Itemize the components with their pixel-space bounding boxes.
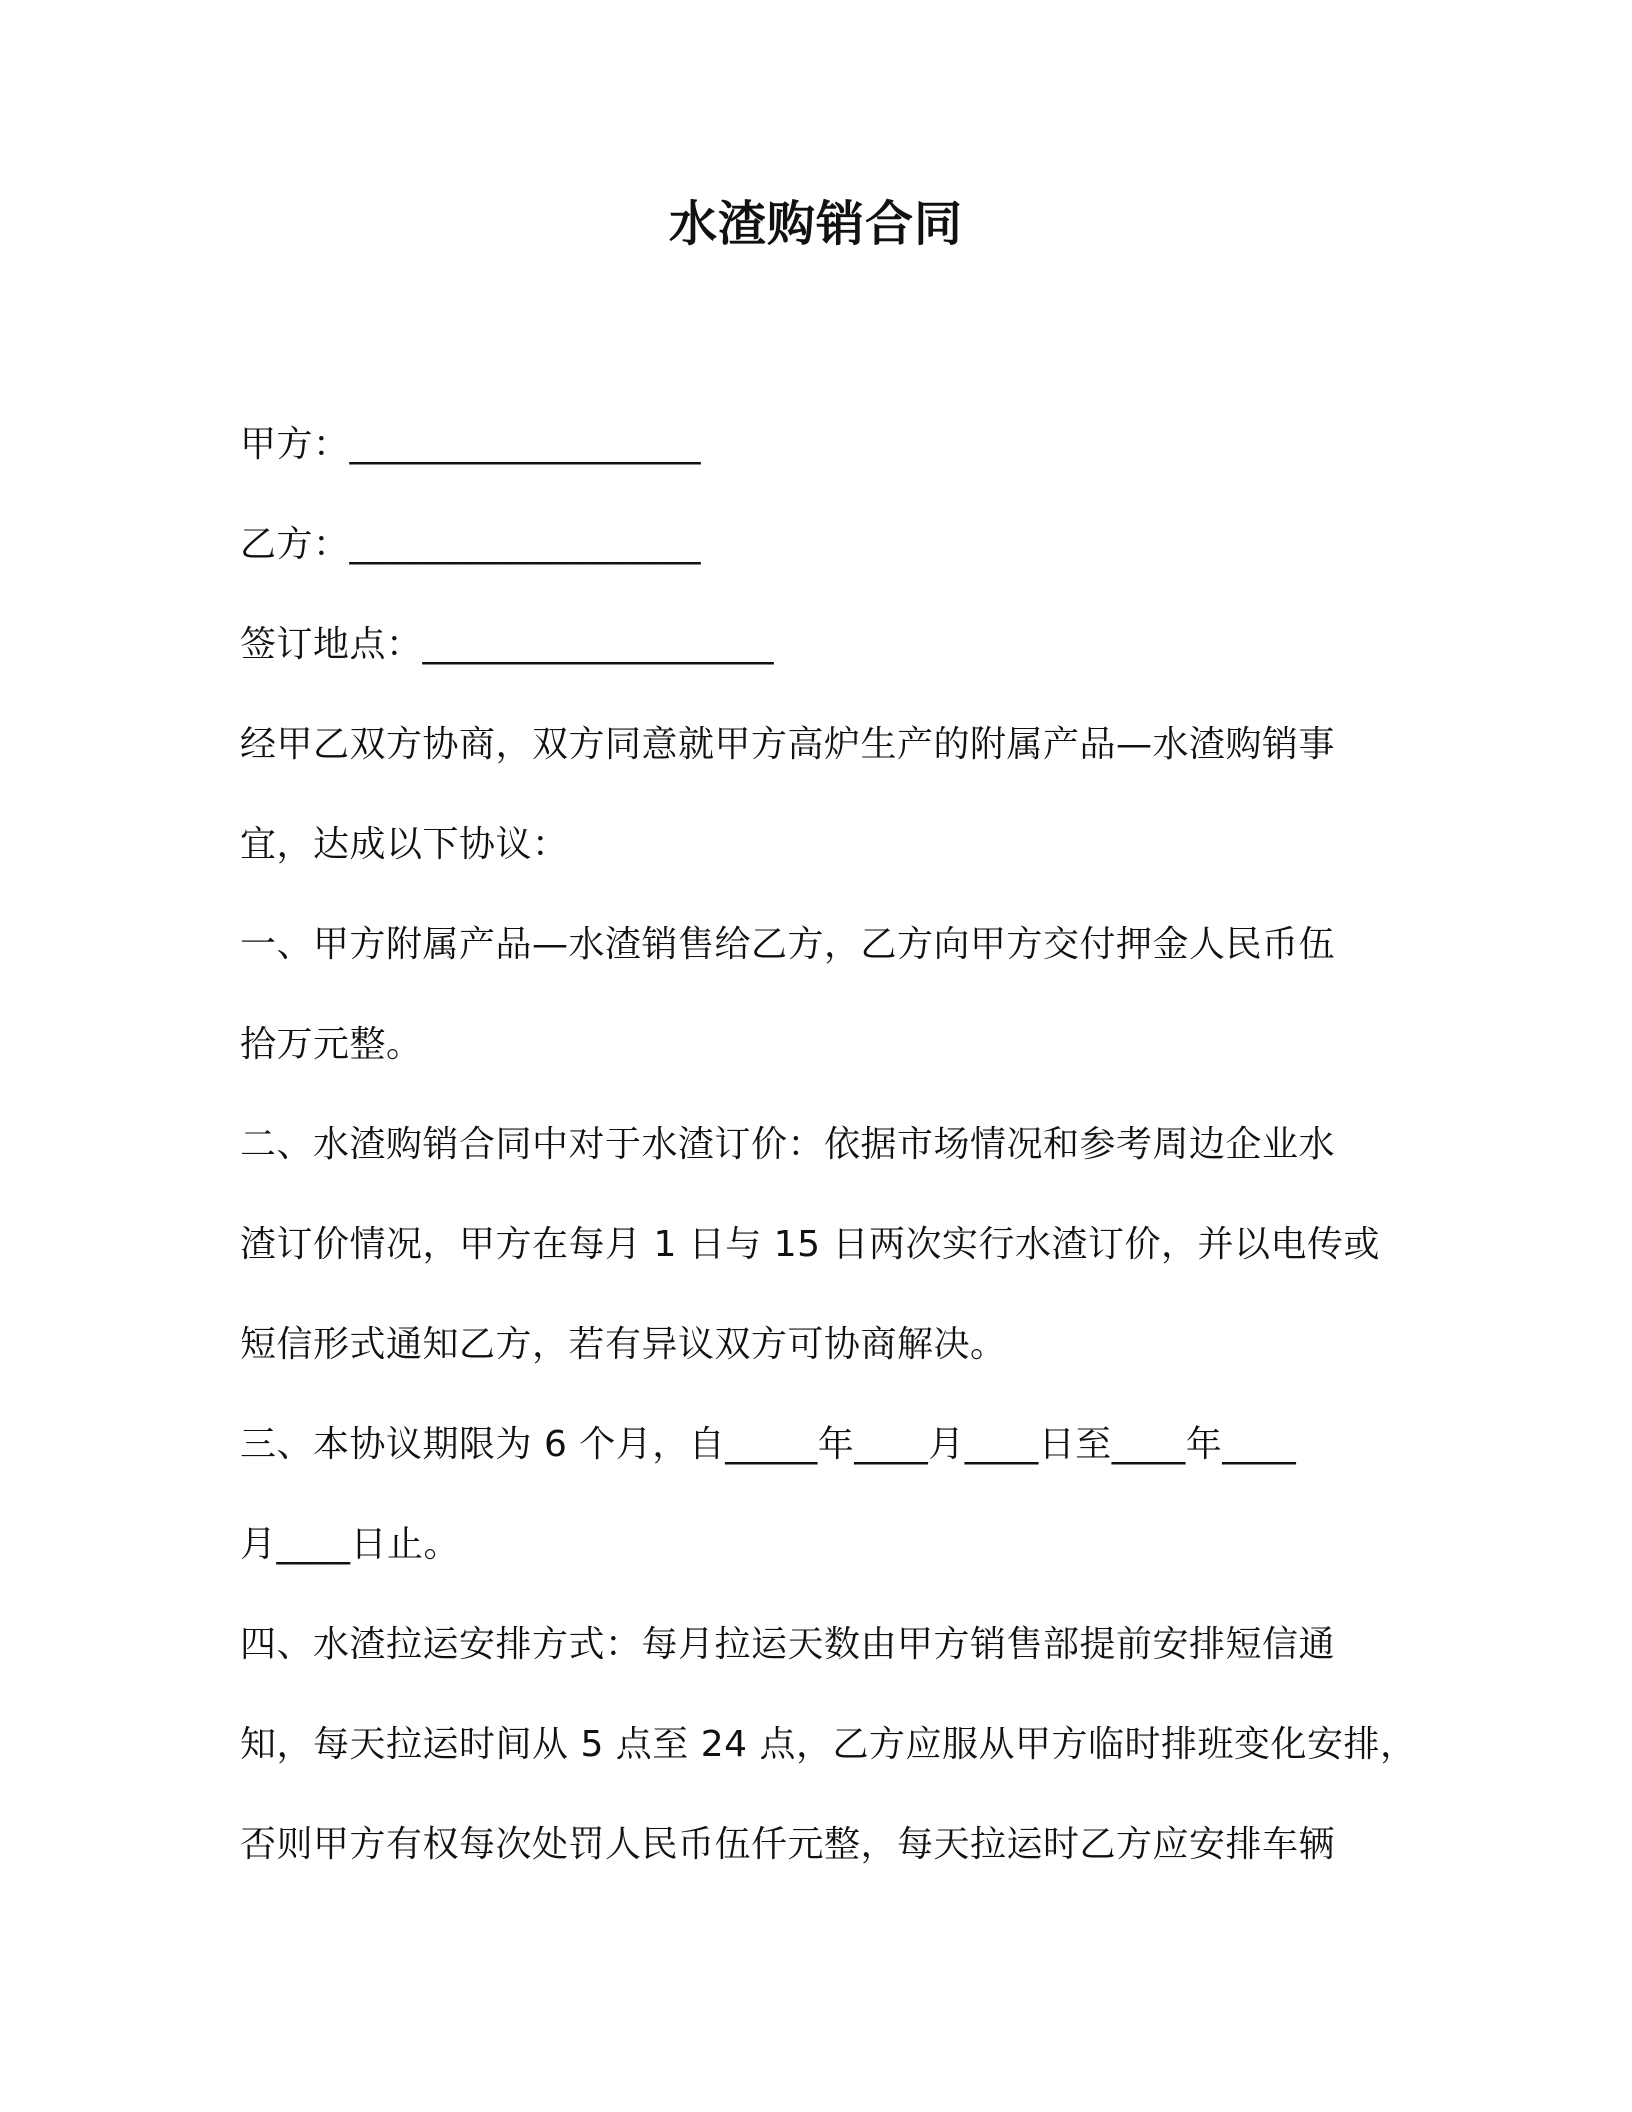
clause-4-line: 知，每天拉运时间从 5 点至 24 点，乙方应服从甲方临时排班变化安排，: [240, 1724, 1417, 1765]
body-line: 经甲乙双方协商，双方同意就甲方高炉生产的附属产品—水渣购销事: [240, 724, 1336, 765]
clause-4-line: 四、水渣拉运安排方式：每月拉运天数由甲方销售部提前安排短信通: [240, 1624, 1336, 1665]
clause-1-line: 一、甲方附属产品—水渣销售给乙方，乙方向甲方交付押金人民币伍: [240, 924, 1336, 965]
party-b-line: 乙方：___________________: [240, 524, 702, 565]
document-title: 水渣购销合同: [668, 196, 963, 252]
clause-3-line: 三、本协议期限为 6 个月，自_____年____月____日至____年____: [240, 1424, 1297, 1465]
clause-2-line: 短信形式通知乙方，若有异议双方可协商解决。: [240, 1324, 1007, 1365]
clause-3-line: 月____日止。: [240, 1524, 461, 1565]
party-a-line: 甲方：___________________: [240, 424, 702, 465]
clause-2-line: 渣订价情况，甲方在每月 1 日与 15 日两次实行水渣订价，并以电传或: [240, 1224, 1380, 1265]
clause-2-line: 二、水渣购销合同中对于水渣订价：依据市场情况和参考周边企业水: [240, 1124, 1336, 1165]
clause-1-line: 拾万元整。: [240, 1024, 423, 1065]
clause-4-line: 否则甲方有权每次处罚人民币伍仟元整，每天拉运时乙方应安排车辆: [240, 1824, 1336, 1865]
signing-place-line: 签订地点：___________________: [240, 624, 775, 665]
body-line: 宜，达成以下协议：: [240, 824, 569, 865]
